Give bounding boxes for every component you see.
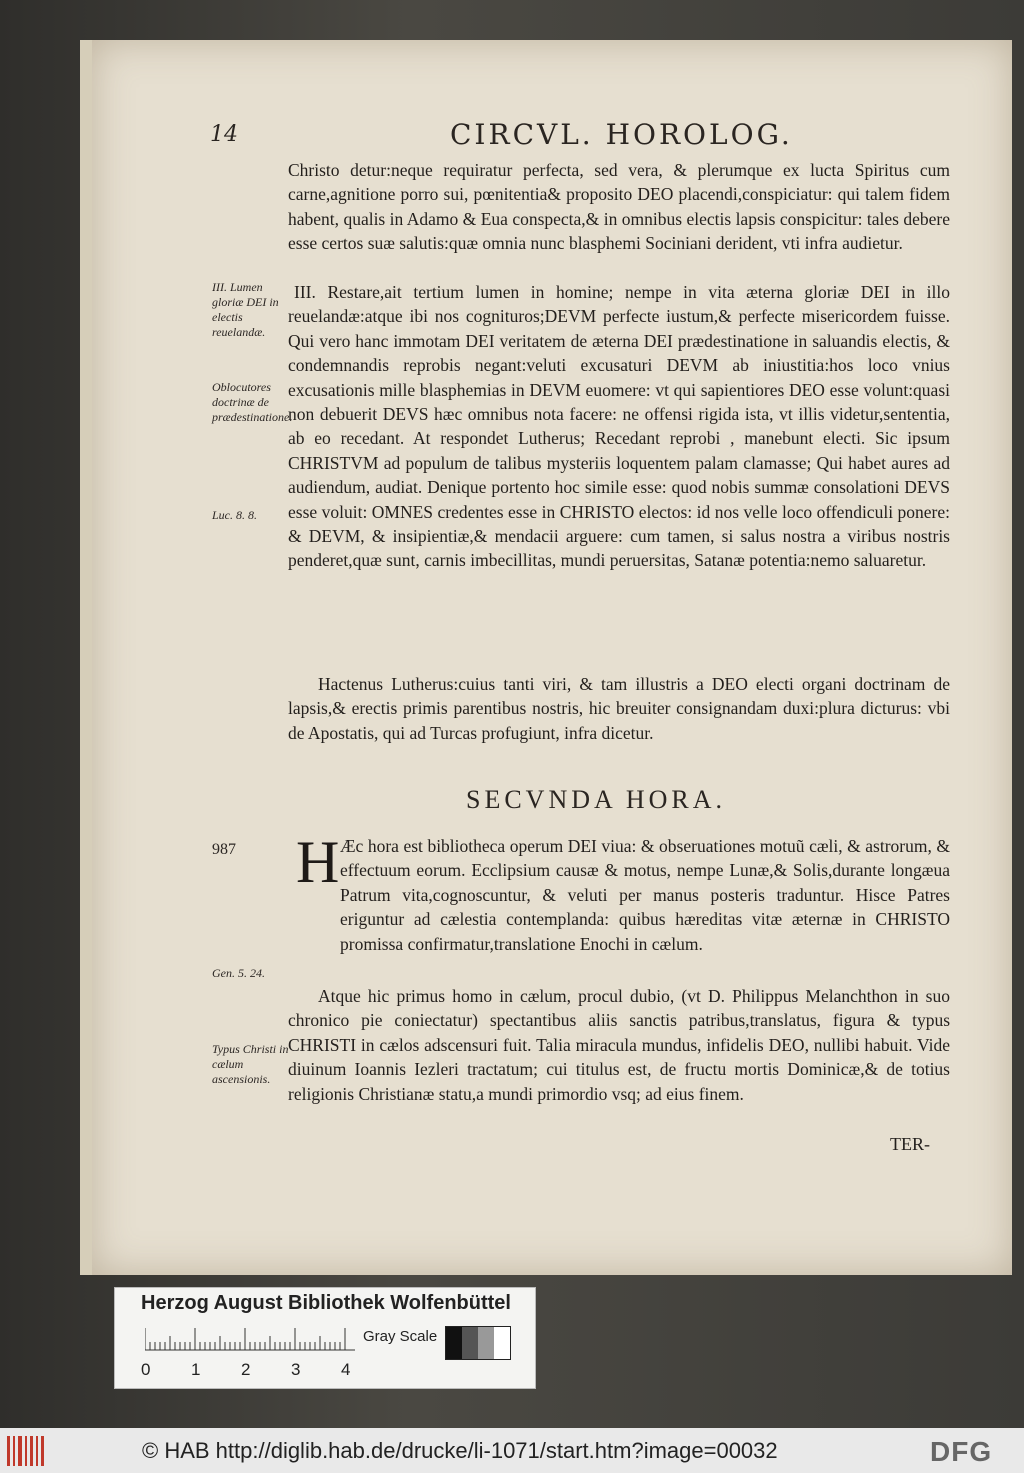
- ruler-number: 4: [341, 1360, 351, 1379]
- paragraph-2: [288, 280, 950, 573]
- gray-scale-swatch: [445, 1326, 511, 1360]
- running-title: CIRCVL. HOROLOG.: [450, 118, 793, 151]
- ruler-number: 0: [141, 1360, 151, 1379]
- paragraph-5: [288, 984, 950, 1106]
- library-name: Herzog August Bibliothek Wolfenbüttel: [141, 1292, 511, 1314]
- paragraph-3: [288, 672, 950, 745]
- paragraph-4-text: Æc hora est bibliotheca operum DEI viua: & obseruationes motuũ cæli, & astrorum, & effectuum eorum. Ecclipsium causæ & motus, nempe Lunæ,& Solis,durante longæua Patrum vita,cognoscuntur, & veluti per manus posteris traduntur. Hisce Patres eriguntur ad cælestia contemplanda: quibus hæreditas vitæ æternæ in CHRISTO promissa confirmatur,translatione Enochi in cælum.: [340, 836, 950, 954]
- barcode-icon: [6, 1434, 46, 1468]
- footer-bar: [0, 1428, 1024, 1473]
- paragraph-1: [288, 158, 950, 256]
- paragraph-3-text: Hactenus Lutherus:cuius tanti viri, & tam illustris a DEO electi organi doctrinam de lapsis,& erectis primis parentibus nostris, hic breuiter consignandam duxi:plura dicturus: vbi de Apostatis, qui ad Turcas profugiunt, infra dicetur.: [288, 674, 950, 743]
- ruler-scale: [145, 1326, 355, 1352]
- page-number: 14: [210, 122, 238, 147]
- paragraph-1-text: Christo detur:neque requiratur perfecta, sed vera, & plerumque ex lucta Spiritus cum carne,agnitione porro sui, pœnitentia& proposito DEO placendi,conspiciatur: qui talem fidem habent, qualis in Adamo & Eua conspecta,& in omnibus electis lapsis conspicitur: tales debere esse certos suæ salutis:quæ omnia nunc blasphemi Sociniani derident, vti infra audietur.: [288, 160, 950, 254]
- paragraph-4: [340, 834, 950, 956]
- gray-scale-label: Gray Scale: [363, 1328, 438, 1345]
- drop-capital: H: [296, 829, 340, 895]
- color-card: [114, 1287, 536, 1389]
- catchword: TER-: [890, 1134, 930, 1154]
- section-heading: SECVNDA HORA.: [466, 785, 727, 814]
- margin-note-lumen: III. Lumen gloriæ DEI in electis reuelandæ.: [212, 280, 279, 339]
- margin-note-luc: Luc. 8. 8.: [212, 508, 257, 522]
- paragraph-5-text: Atque hic primus homo in cælum, procul dubio, (vt D. Philippus Melanchthon in suo chronico pie coniectatur) spectantibus aliis sanctis patribus,translatus, figura & typus CHRISTI in cælos adscensuri fuit. Talia miracula mundus, infidelis DEO, nullibi habuit. Vide diuinum Ioannis Iezleri tractatum; cui titulus est, de fructu mortis Dominicæ,& de totius religionis Christianæ statu,a mundi primordio vsq; ad eius finem.: [288, 986, 950, 1104]
- margin-note-oblocutores: Oblocutores doctrinæ de prædestinatione.: [212, 380, 293, 424]
- page-header: [140, 118, 800, 158]
- margin-note-typus: Typus Christi in cælum ascensionis.: [212, 1042, 289, 1086]
- copyright-url[interactable]: © HAB http://diglib.hab.de/drucke/li-1071/start.htm?image=00032: [142, 1438, 778, 1463]
- margin-note-gen: Gen. 5. 24.: [212, 966, 265, 980]
- margin-note-year: 987: [212, 841, 236, 858]
- ruler-numbers: [141, 1360, 381, 1380]
- ruler-number: 3: [291, 1360, 301, 1379]
- dfg-logo: DFG: [930, 1436, 993, 1467]
- paragraph-2-text: III. Restare,ait tertium lumen in homine; nempe in vita æterna gloriæ DEI in illo reuelandæ:atque ibi nos cognituros;DEVM perfecte iustum,& perfecte misericordem fuisse. Qui vero hanc immotam DEI veritatem de æterna DEI prædestinatione in saluandis electis, & condemnandis reprobis negant:veluti excusaturi DEVM ab iniustitia:hos loco vnius excusationis mille blasphemias in DEVM euomere: vt qui sapientiores DEO esse volunt:quasi non debuerit DEVS hæc omnibus nota facere: ne offensi rigida ista, vt illis videtur,sententia, ab eo recedant. At respondet Lutherus; Recedant reprobi , manebunt electi. Sic ipsum CHRISTVM ad populum de talibus mysteriis loquentem palam clamasse; Qui habet aures ad audiendum, audiat. Denique portento hoc simile esse: quod nobis summæ consolationi DEVS esse voluit: OMNES credentes esse in CHRISTO electos: id nos velle loco offendiculi ponere: & DEVM, & insipientiæ,& mendacii arguere: cum tamen, si salus nostra a viribus nostris penderet,quæ sunt, carnis imbecillitas, mundi peruersitas, Satanæ potentia:nemo saluaretur.: [288, 282, 950, 571]
- ruler-number: 1: [191, 1360, 201, 1379]
- ruler-number: 2: [241, 1360, 251, 1379]
